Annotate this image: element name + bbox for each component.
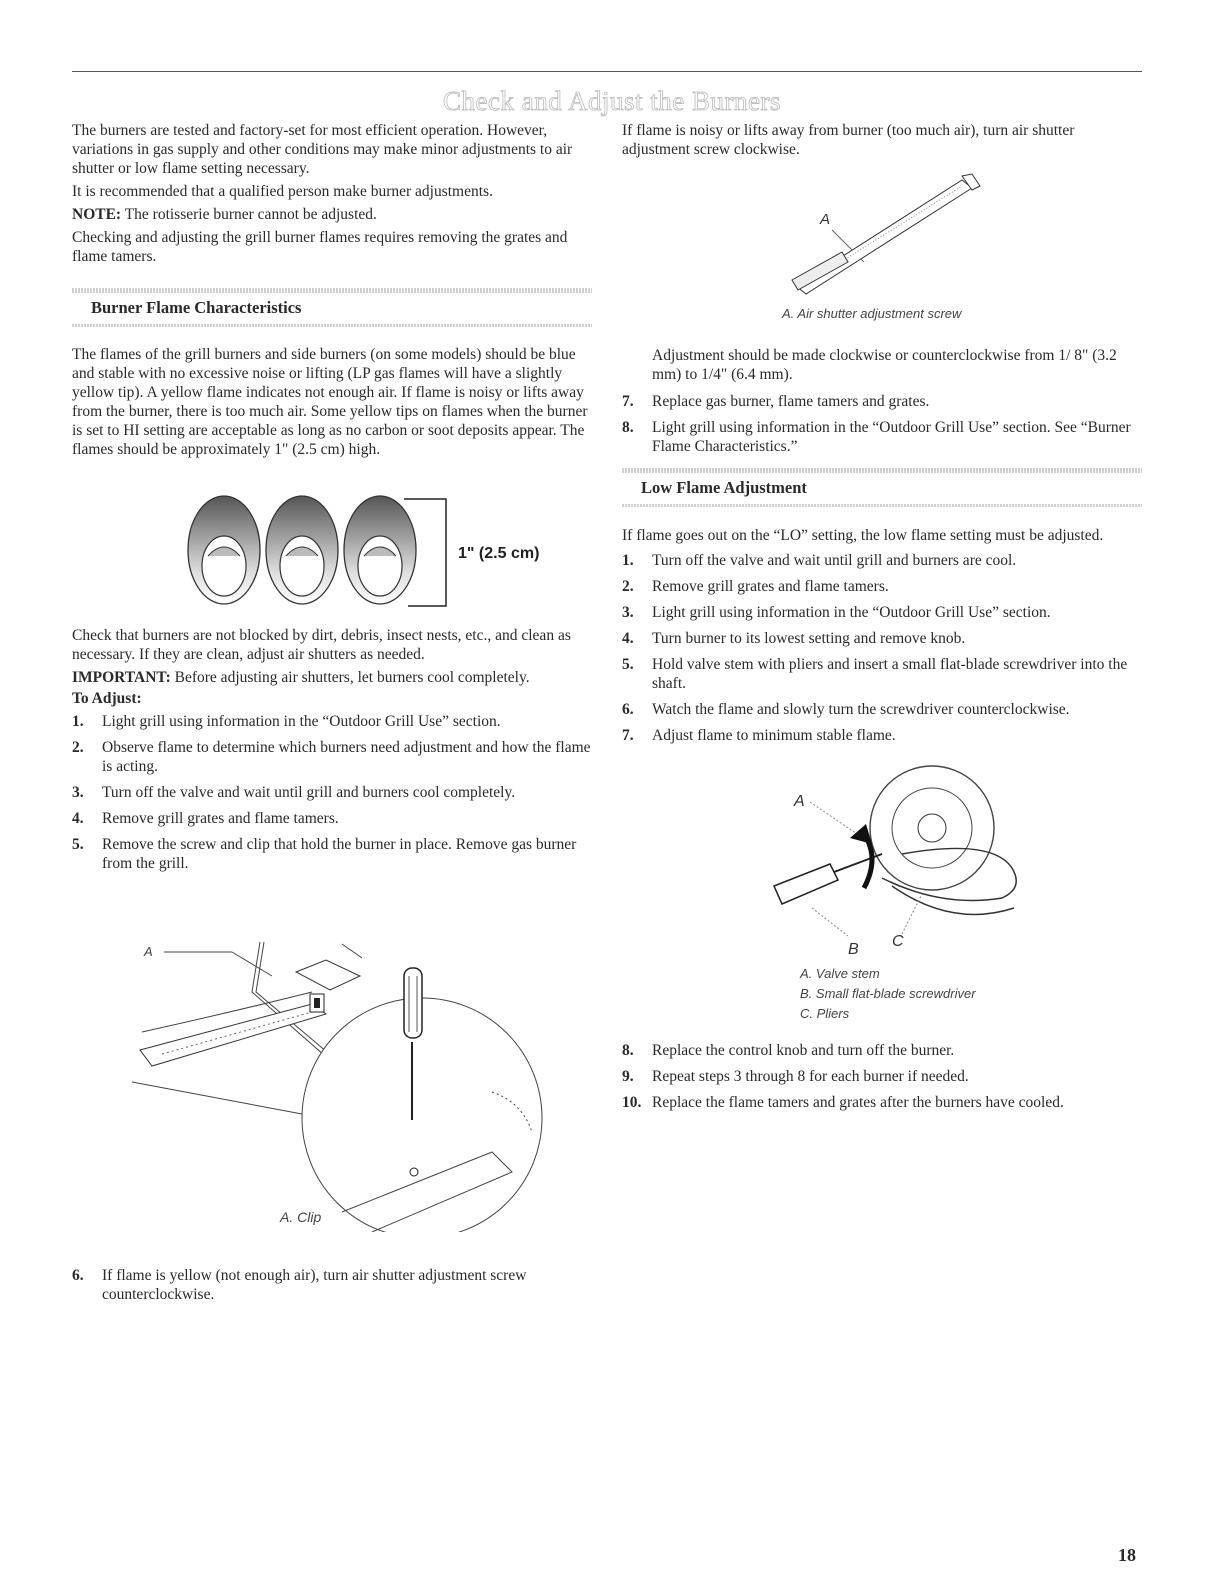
figure-label-a: A <box>820 211 831 228</box>
list-item: 8. Replace the control knob and turn off the burner. <box>622 1042 955 1059</box>
flame-height-label: 1" (2.5 cm) <box>458 545 540 562</box>
screwdriver-icon <box>774 864 838 904</box>
valve-caption-b: B. Small flat-blade screwdriver <box>800 986 976 1001</box>
important-text: Before adjusting air shutters, let burners cool completely. <box>170 669 530 686</box>
list-item: 1. Light grill using information in the “Outdoor Grill Use” section. <box>72 713 501 730</box>
list-item: 8. Light grill using information in the “Outdoor Grill Use” section. See “Burner Flame Characteristics.” <box>622 419 1131 455</box>
to-adjust-heading: To Adjust: <box>72 690 142 707</box>
section-header-flame-characteristics <box>72 288 592 327</box>
reinstall-steps-list <box>622 392 1142 456</box>
list-item: 6. If flame is yellow (not enough air), turn air shutter adjustment screw counterclockwise. <box>72 1267 527 1303</box>
important-label: IMPORTANT: <box>72 669 171 686</box>
air-shutter-caption: A. Air shutter adjustment screw <box>782 306 962 321</box>
clip-caption: A. Clip <box>280 1209 322 1225</box>
adjust-steps-list <box>72 712 592 873</box>
list-item: 2. Observe flame to determine which burners need adjustment and how the flame is acting. <box>72 739 591 775</box>
list-item: 2. Remove grill grates and flame tamers. <box>622 578 889 595</box>
too-much-air-text: If flame is noisy or lifts away from burner (too much air), turn air shutter adjustment screw clockwise. <box>622 122 1075 158</box>
note-label: NOTE: <box>72 206 122 223</box>
list-item: 5. Hold valve stem with pliers and insert a small flat-blade screwdriver into the shaft. <box>622 656 1128 692</box>
too-much-air-paragraph <box>622 121 1142 159</box>
list-item: 9. Repeat steps 3 through 8 for each burner if needed. <box>622 1068 969 1085</box>
step-6-block <box>72 1266 592 1311</box>
intro-paragraph-1: The burners are tested and factory-set for most efficient operation. However, variations in gas supply and other conditions may make minor adjustments to air shutter or low flame setting necessary. <box>72 122 573 177</box>
important-paragraph <box>72 668 592 687</box>
final-steps-block <box>622 1041 1142 1119</box>
valve-caption-a: A. Valve stem <box>800 966 880 981</box>
list-item: 3. Turn off the valve and wait until grill and burners cool completely. <box>72 784 516 801</box>
adjustment-range-block <box>622 346 1142 463</box>
figure-label-c: C <box>892 933 904 950</box>
list-item: 7. Adjust flame to minimum stable flame. <box>622 727 896 744</box>
flame-icon <box>266 496 338 604</box>
list-item: 1. Turn off the valve and wait until grill and burners are cool. <box>622 552 1017 569</box>
list-item: 5. Remove the screw and clip that hold the burner in place. Remove gas burner from the grill. <box>72 836 577 872</box>
flame-icon <box>344 496 416 604</box>
check-paragraph: Check that burners are not blocked by dirt, debris, insect nests, etc., and clean as necessary. If they are clean, adjust air shutters as needed. <box>72 627 571 663</box>
low-flame-intro: If flame goes out on the “LO” setting, the low flame setting must be adjusted. <box>622 527 1104 544</box>
flame-height-figure <box>180 494 580 612</box>
burner-clip-figure <box>112 932 592 1232</box>
section-rule <box>622 504 1142 507</box>
section-title: Low Flame Adjustment <box>641 478 807 497</box>
adjust-steps-list-continued <box>72 1266 592 1304</box>
intro-section <box>72 121 592 266</box>
section-rule <box>72 288 592 293</box>
list-item: 4. Turn burner to its lowest setting and remove knob. <box>622 630 966 647</box>
low-flame-section <box>622 526 1142 752</box>
list-item: 4. Remove grill grates and flame tamers. <box>72 810 339 827</box>
section-header-low-flame <box>622 468 1142 507</box>
list-item: 10. Replace the flame tamers and grates after the burners have cooled. <box>622 1094 1064 1111</box>
valve-caption-c: C. Pliers <box>800 1006 850 1021</box>
low-flame-steps-list <box>622 551 1142 745</box>
valve-stem-figure <box>752 758 1032 1028</box>
section-rule <box>622 468 1142 473</box>
note-text: The rotisserie burner cannot be adjusted. <box>121 206 377 223</box>
air-shutter-figure <box>772 168 1012 328</box>
figure-label-a: A <box>794 793 805 810</box>
flame-icon <box>188 496 260 604</box>
figure-label-a: A <box>144 944 153 959</box>
page-number: 18 <box>1118 1545 1136 1565</box>
intro-paragraph-2: It is recommended that a qualified person make burner adjustments. <box>72 183 493 200</box>
page-title: Check and Adjust the Burners <box>443 86 781 116</box>
low-flame-steps-list-continued <box>622 1041 1142 1112</box>
flame-characteristics-paragraph <box>72 345 592 459</box>
list-item: 3. Light grill using information in the “Outdoor Grill Use” section. <box>622 604 1051 621</box>
section-title: Burner Flame Characteristics <box>91 298 302 317</box>
figure-label-b: B <box>848 941 859 958</box>
flame-description: The flames of the grill burners and side burners (on some models) should be blue and stable with no excessive noise or lifting (LP gas flames will have a slightly yellow tip). A yellow flame indicates not enough air. If flame is noisy or lifts away from the burner, there is too much air. Some yellow tips on flames when the burner is set to HI setting are acceptable as long as no carbon or soot deposits appear. The flames should be approximately 1" (2.5 cm) high. <box>72 346 588 458</box>
adjustment-range-paragraph: Adjustment should be made clockwise or counterclockwise from 1/ 8" (3.2 mm) to 1/4" (6.4 mm). <box>652 347 1117 383</box>
intro-paragraph-3: Checking and adjusting the grill burner flames requires removing the grates and flame tamers. <box>72 229 568 265</box>
check-burners-section <box>72 626 592 880</box>
note-paragraph <box>72 205 592 224</box>
list-item: 7. Replace gas burner, flame tamers and grates. <box>622 393 930 410</box>
screwdriver-icon <box>404 968 422 1038</box>
list-item: 6. Watch the flame and slowly turn the screwdriver counterclockwise. <box>622 701 1070 718</box>
top-rule <box>72 71 1142 72</box>
section-rule <box>72 324 592 327</box>
